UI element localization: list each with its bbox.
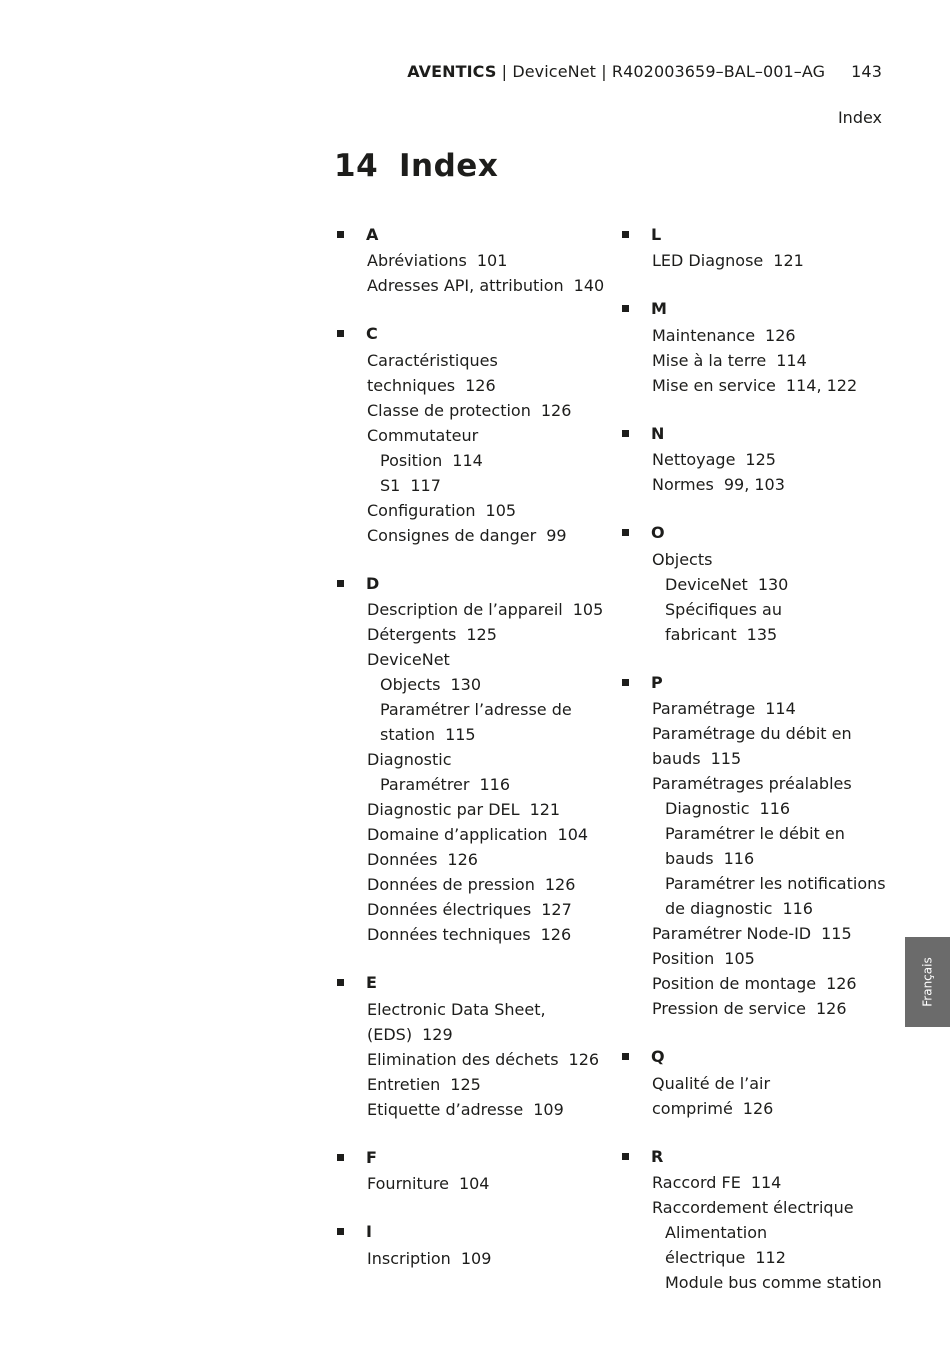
index-entry-term: Pression de service <box>652 999 806 1018</box>
index-group-q <box>619 1045 887 1122</box>
square-bullet-icon <box>622 1153 629 1160</box>
language-tab-label: Français <box>920 957 935 1007</box>
index-entry <box>334 648 606 673</box>
page-number: 143 <box>851 62 882 81</box>
index-letter-row <box>619 1045 887 1069</box>
index-entry-term: Détergents <box>367 625 457 644</box>
square-bullet-icon <box>337 1228 344 1235</box>
index-letter-row <box>334 222 606 246</box>
index-entry-term: Alimentation <box>665 1223 768 1242</box>
square-bullet-icon <box>622 231 629 238</box>
index-entry <box>619 548 887 573</box>
index-page-reference: 126 <box>465 375 496 395</box>
index-page-reference: 99 <box>546 525 567 545</box>
index-entry-term: Données <box>367 850 438 869</box>
index-entry-term: Spécifiques au <box>665 599 782 619</box>
index-entry <box>334 424 606 449</box>
index-entry <box>619 1097 887 1122</box>
brand-name: AVENTICS <box>407 62 497 81</box>
index-entry <box>334 274 606 299</box>
index-letter-heading: L <box>651 224 662 244</box>
index-group-n <box>619 421 887 498</box>
index-entry-term: Domaine d’application <box>367 825 548 844</box>
index-page-reference: 130 <box>450 675 481 694</box>
chapter-title <box>334 148 498 184</box>
index-letter-row <box>619 421 887 445</box>
index-page-reference: 105 <box>485 500 517 520</box>
index-letter-heading: F <box>366 1147 377 1167</box>
index-page-reference: 115 <box>710 749 742 768</box>
index-entry <box>619 947 887 972</box>
index-entry <box>619 997 887 1022</box>
index-letter-heading: Q <box>651 1047 665 1066</box>
index-entry <box>334 923 606 948</box>
index-letter-heading: O <box>651 523 665 542</box>
index-letter-row <box>334 1145 606 1169</box>
index-entry-term: Inscription <box>367 1248 451 1268</box>
index-letter-heading: E <box>366 973 377 992</box>
index-page-reference: 126 <box>568 1049 600 1069</box>
index-page-reference: 114 <box>750 1173 782 1192</box>
index-group-d <box>334 571 606 948</box>
index-entry <box>334 1172 606 1197</box>
index-group-e <box>334 971 606 1123</box>
index-entry <box>334 823 606 848</box>
index-subentry <box>334 474 606 499</box>
index-page-reference: 104 <box>458 1174 490 1193</box>
index-entry-term: électrique <box>665 1248 746 1267</box>
index-subentry <box>619 872 887 897</box>
square-bullet-icon <box>337 580 344 587</box>
index-entry-term: fabricant <box>665 624 737 644</box>
index-group-r <box>619 1144 887 1296</box>
index-page-reference: 117 <box>410 475 441 495</box>
index-entry-term: Elimination des déchets <box>367 1049 559 1069</box>
index-group-l <box>619 222 887 274</box>
index-letter-row <box>619 521 887 545</box>
index-entry-term: Position de montage <box>652 974 817 993</box>
index-entry-term: Position <box>380 450 443 470</box>
index-entry-term: Maintenance <box>652 325 756 345</box>
running-header <box>407 62 882 81</box>
index-page-reference: 126 <box>815 999 847 1018</box>
index-entry-term: techniques <box>367 375 456 395</box>
index-entry <box>619 249 887 274</box>
index-page-reference: 130 <box>757 574 789 594</box>
index-entry <box>619 1072 887 1097</box>
index-page-reference: 115 <box>445 725 476 744</box>
index-entry-term: Objects <box>380 675 441 694</box>
index-entry <box>334 1048 606 1073</box>
index-entry <box>334 349 606 374</box>
index-entry-term: Mise en service <box>652 375 776 395</box>
index-entry-term: Paramétrer <box>380 775 470 794</box>
index-page-reference: 109 <box>533 1099 564 1119</box>
index-letter-row <box>619 670 887 694</box>
index-subentry <box>619 598 887 623</box>
index-entry-term: Données de pression <box>367 875 535 894</box>
index-entry <box>334 873 606 898</box>
index-page-reference: 121 <box>529 800 561 819</box>
index-entry-term: Paramétrer le débit en <box>665 824 845 843</box>
index-entry-term: Paramétrer l’adresse de <box>380 700 572 719</box>
index-page-reference: 112 <box>755 1248 786 1267</box>
index-entry-term: S1 <box>380 475 401 495</box>
index-letter-heading: D <box>366 573 380 593</box>
index-group-m <box>619 297 887 399</box>
index-entry <box>619 374 887 399</box>
index-subentry <box>619 1246 887 1271</box>
square-bullet-icon <box>337 979 344 986</box>
index-entry <box>334 998 606 1023</box>
chapter-number: 14 <box>334 148 379 184</box>
index-group-f <box>334 1145 606 1197</box>
index-column-left <box>334 222 606 1294</box>
index-entry-term: Consignes de danger <box>367 525 537 545</box>
index-entry <box>334 1098 606 1123</box>
index-subentry <box>619 797 887 822</box>
square-bullet-icon <box>337 231 344 238</box>
index-entry-term: comprimé <box>652 1098 733 1118</box>
index-entry <box>619 722 887 747</box>
index-page-reference: 126 <box>826 974 857 993</box>
index-entry-term: bauds <box>665 849 714 868</box>
index-subentry <box>334 723 606 748</box>
index-page-reference: 116 <box>782 899 813 918</box>
index-entry <box>334 898 606 923</box>
index-entry <box>334 1247 606 1272</box>
index-subentry <box>334 673 606 698</box>
index-entry-term: Description de l’appareil <box>367 600 563 619</box>
square-bullet-icon <box>622 1053 629 1060</box>
index-entry <box>619 473 887 498</box>
index-letter-heading: A <box>366 224 379 244</box>
index-page-reference: 116 <box>479 775 511 794</box>
index-entry-term: DeviceNet <box>665 574 748 594</box>
index-page-reference: 127 <box>541 900 572 919</box>
index-entry <box>334 623 606 648</box>
index-entry-term: Données électriques <box>367 900 532 919</box>
index-letter-row <box>619 1144 887 1168</box>
index-entry-term: Adresses API, attribution <box>367 276 564 295</box>
index-page-reference: 126 <box>540 400 572 420</box>
index-entry <box>619 1171 887 1196</box>
index-entry-term: Objects <box>652 549 713 569</box>
index-entry <box>334 1073 606 1098</box>
index-entry-term: de diagnostic <box>665 899 773 918</box>
index-entry <box>619 1196 887 1221</box>
index-page-reference: 126 <box>742 1098 774 1118</box>
index-entry-term: station <box>380 725 436 744</box>
index-page-reference: 105 <box>724 949 755 968</box>
index-page-reference: 135 <box>746 624 778 644</box>
index-page-reference: 125 <box>745 450 776 469</box>
index-group-p <box>619 670 887 1022</box>
index-page-reference: 126 <box>447 850 478 869</box>
index-entry <box>334 598 606 623</box>
index-letter-heading: I <box>366 1222 372 1241</box>
index-entry-term: Commutateur <box>367 425 479 445</box>
index-entry <box>619 922 887 947</box>
index-entry <box>334 374 606 399</box>
square-bullet-icon <box>337 1154 344 1161</box>
index-page-reference: 116 <box>759 799 791 818</box>
index-page-reference: 126 <box>540 925 572 944</box>
index-letter-row <box>619 297 887 321</box>
index-letter-heading: R <box>651 1146 664 1166</box>
index-entry-term: Mise à la terre <box>652 350 767 370</box>
index-entry <box>619 772 887 797</box>
index-entry-term: Caractéristiques <box>367 350 498 370</box>
language-tab <box>905 937 950 1027</box>
index-subentry <box>334 773 606 798</box>
index-letter-heading: C <box>366 324 378 343</box>
index-entry-term: Diagnostic <box>665 799 750 818</box>
index-letter-heading: N <box>651 423 665 443</box>
index-page-reference: 109 <box>460 1248 492 1268</box>
index-entry <box>334 499 606 524</box>
index-subentry <box>619 822 887 847</box>
index-letter-row <box>619 222 887 246</box>
index-entry <box>334 1023 606 1048</box>
index-entry-term: Raccordement électrique <box>652 1198 854 1217</box>
index-letter-row <box>334 1220 606 1244</box>
index-page-reference: 126 <box>765 325 796 345</box>
index-entry <box>619 349 887 374</box>
index-entry <box>619 972 887 997</box>
square-bullet-icon <box>622 305 629 312</box>
index-entry-term: bauds <box>652 749 701 768</box>
index-subentry <box>619 573 887 598</box>
index-entry-term: Classe de protection <box>367 400 531 420</box>
index-entry-term: DeviceNet <box>367 650 450 669</box>
index-entry-term: Diagnostic <box>367 750 452 769</box>
index-letter-row <box>334 971 606 995</box>
index-entry-term: Configuration <box>367 500 476 520</box>
index-subentry <box>619 847 887 872</box>
index-page-reference: 140 <box>573 276 605 295</box>
index-subentry <box>619 1221 887 1246</box>
index-subentry <box>619 1271 887 1296</box>
index-page-reference: 121 <box>773 251 804 270</box>
index-page-reference: 105 <box>572 600 604 619</box>
index-entry-term: Position <box>652 949 715 968</box>
section-label: Index <box>837 108 882 127</box>
index-entry-term: (EDS) <box>367 1024 413 1044</box>
index-entry-term: Paramétrage du débit en <box>652 724 852 743</box>
index-page-reference: 114, 122 <box>785 375 858 395</box>
index-page-reference: 129 <box>422 1024 453 1044</box>
index-page-reference: 126 <box>544 875 576 894</box>
index-page-reference: 125 <box>450 1074 481 1094</box>
square-bullet-icon <box>337 330 344 337</box>
index-page-reference: 116 <box>723 849 755 868</box>
index-letter-row <box>334 571 606 595</box>
index-entry <box>334 748 606 773</box>
index-letter-row <box>334 322 606 346</box>
index-entry <box>334 399 606 424</box>
index-entry <box>619 324 887 349</box>
index-entry-term: LED Diagnose <box>652 251 764 270</box>
index-entry-term: Fourniture <box>367 1174 449 1193</box>
index-group-o <box>619 521 887 648</box>
index-entry-term: Electronic Data Sheet, <box>367 999 546 1019</box>
index-group-a <box>334 222 606 299</box>
index-entry-term: Qualité de l’air <box>652 1073 771 1093</box>
index-entry-term: Entretien <box>367 1074 441 1094</box>
index-entry-term: Normes <box>652 475 714 494</box>
index-entry-term: Nettoyage <box>652 450 736 469</box>
index-entry-term: Diagnostic par DEL <box>367 800 520 819</box>
index-page-reference: 114 <box>765 699 796 718</box>
index-entry-term: Données techniques <box>367 925 531 944</box>
index-entry-term: Etiquette d’adresse <box>367 1099 524 1119</box>
index-page-reference: 114 <box>776 350 807 370</box>
index-page-reference: 101 <box>476 251 508 270</box>
index-entry <box>619 448 887 473</box>
index-page-reference: 104 <box>557 825 589 844</box>
square-bullet-icon <box>622 430 629 437</box>
index-entry-term: Module bus comme station <box>665 1273 882 1292</box>
index-entry-term: Abréviations <box>367 251 467 270</box>
index-entry-term: Paramétrage <box>652 699 756 718</box>
index-entry <box>334 249 606 274</box>
chapter-title-text: Index <box>399 148 499 184</box>
index-entry-term: Paramétrer les notifications <box>665 874 886 893</box>
square-bullet-icon <box>622 679 629 686</box>
index-entry-term: Raccord FE <box>652 1173 741 1192</box>
index-entry-term: Paramétrages préalables <box>652 774 852 793</box>
index-group-c <box>334 322 606 549</box>
index-page-reference: 125 <box>466 625 497 644</box>
index-subentry <box>334 449 606 474</box>
index-page-reference: 99, 103 <box>723 475 785 494</box>
index-entry <box>334 524 606 549</box>
document-reference: | DeviceNet | R402003659–BAL–001–AG <box>496 62 826 81</box>
index-entry <box>334 848 606 873</box>
index-page-reference: 115 <box>821 924 852 943</box>
index-group-i <box>334 1220 606 1272</box>
index-subentry <box>619 897 887 922</box>
index-entry-term: Paramétrer Node-ID <box>652 924 812 943</box>
index-subentry <box>619 623 887 648</box>
index-letter-heading: M <box>651 299 667 318</box>
index-column-right <box>619 222 887 1319</box>
index-letter-heading: P <box>651 672 663 692</box>
index-page-reference: 114 <box>452 450 483 470</box>
index-entry <box>619 697 887 722</box>
square-bullet-icon <box>622 529 629 536</box>
index-entry <box>619 747 887 772</box>
index-entry <box>334 798 606 823</box>
index-subentry <box>334 698 606 723</box>
